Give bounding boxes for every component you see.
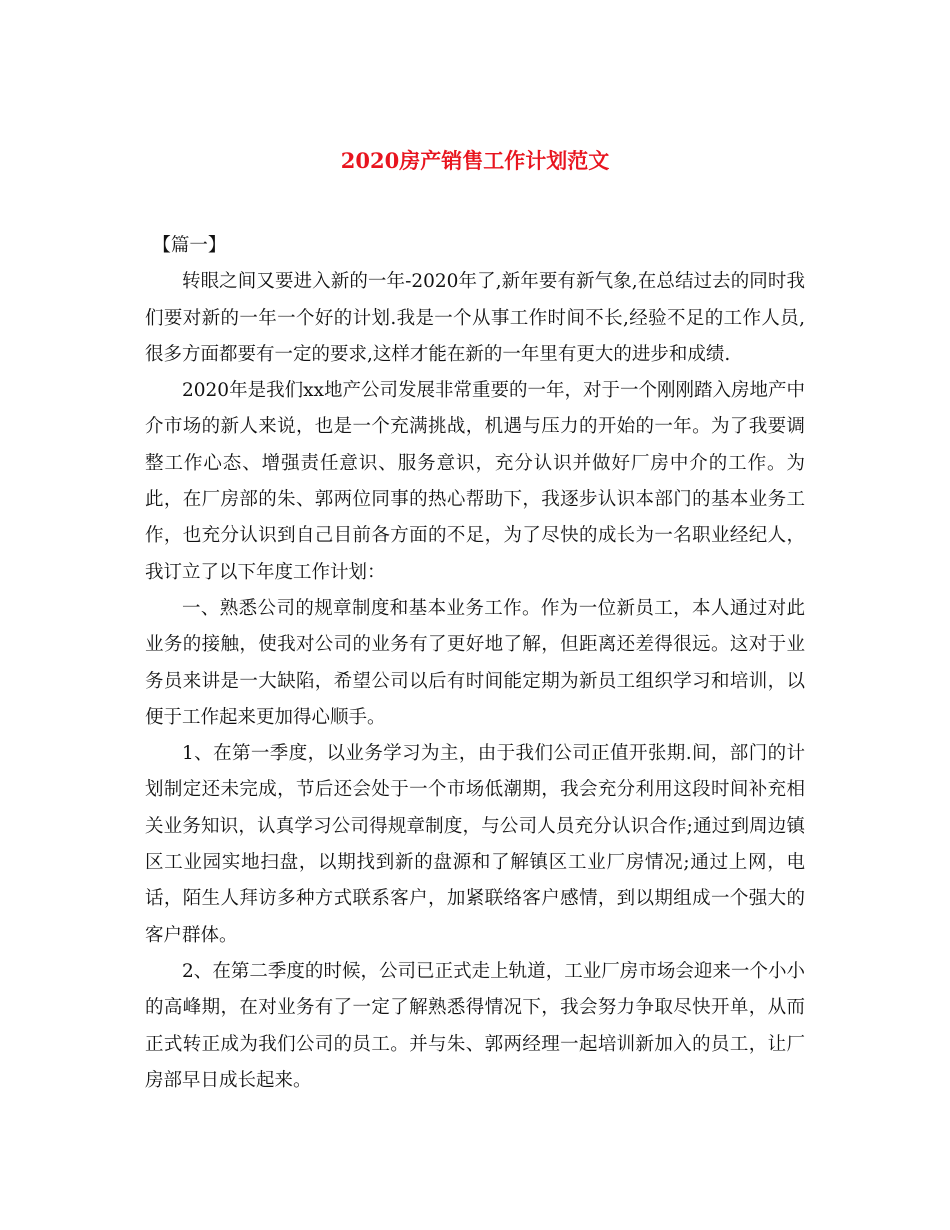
paragraph-intro: 转眼之间又要进入新的一年-2020年了,新年要有新气象,在总结过去的同时我们要对新的一年一个好的计划.我是一个从事工作时间不长,经验不足的工作人员,很多方面都要有一定的要求,这样才能在新的一年里有更大的进步和成绩.	[145, 271, 805, 365]
document-body	[145, 228, 805, 1099]
section-label: 【篇一】	[152, 235, 227, 256]
paragraph-q1-plan: 1、在第一季度，以业务学习为主，由于我们公司正值开张期.间，部门的计划制定还未完成，节后还会处于一个市场低潮期，我会充分利用这段时间补充相关业务知识，认真学习公司得规章制度，与公司人员充分认识合作;通过到周边镇区工业园实地扫盘，以期找到新的盘源和了解镇区工业厂房情况;通过上网，电话，陌生人拜访多种方式联系客户，加紧联络客户感情，到以期组成一个强大的客户群体。	[145, 743, 805, 946]
paragraph-point-one: 一、熟悉公司的规章制度和基本业务工作。作为一位新员工，本人通过对此业务的接触，使我对公司的业务有了更好地了解，但距离还差得很远。这对于业务员来讲是一大缺陷，希望公司以后有时间能定期为新员工组织学习和培训，以便于工作起来更加得心顺手。	[145, 597, 805, 728]
paragraph-overview: 2020年是我们xx地产公司发展非常重要的一年，对于一个刚刚踏入房地产中介市场的新人来说，也是一个充满挑战，机遇与压力的开始的一年。为了我要调整工作心态、增强责任意识、服务意识，充分认识并做好厂房中介的工作。为此，在厂房部的朱、郭两位同事的热心帮助下，我逐步认识本部门的基本业务工作，也充分认识到自己目前各方面的不足，为了尽快的成长为一名职业经纪人，我订立了以下年度工作计划：	[145, 380, 805, 583]
paragraph-q2-plan: 2、在第二季度的时候，公司已正式走上轨道，工业厂房市场会迎来一个小小的高峰期，在对业务有了一定了解熟悉得情况下，我会努力争取尽快开单，从而正式转正成为我们公司的员工。并与朱、郭两经理一起培训新加入的员工，让厂房部早日成长起来。	[145, 960, 805, 1091]
document-title: 2020房产销售工作计划范文	[340, 148, 610, 173]
